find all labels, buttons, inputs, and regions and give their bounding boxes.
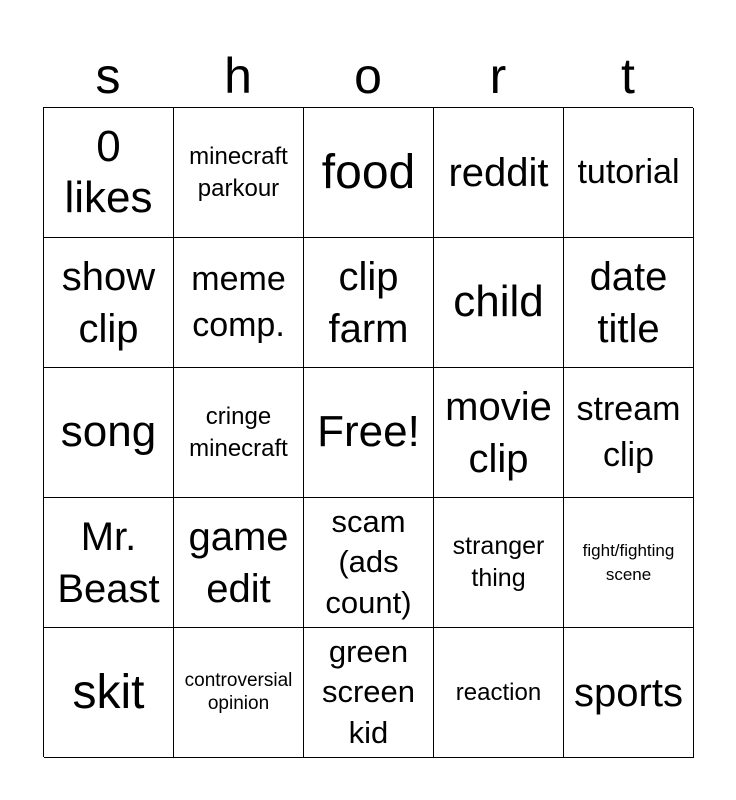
bingo-cell[interactable] <box>564 628 694 758</box>
bingo-cell-text: game edit <box>188 514 289 611</box>
bingo-cell-text: show clip <box>61 254 156 351</box>
bingo-cell-text: 0 likes <box>64 121 153 222</box>
header-letter-t: t <box>621 48 635 104</box>
bingo-cell-text: tutorial <box>577 152 680 191</box>
bingo-cell[interactable] <box>174 238 304 368</box>
header-letter-r: r <box>489 48 507 104</box>
bingo-cell[interactable] <box>174 108 304 238</box>
bingo-cell-text: fight/fighting scene <box>582 540 675 584</box>
bingo-cell[interactable] <box>174 628 304 758</box>
bingo-board <box>43 107 693 757</box>
bingo-cell[interactable] <box>434 238 564 368</box>
header-letter-o: o <box>354 48 382 104</box>
bingo-cell-text: green screen kid <box>321 634 416 750</box>
bingo-cell[interactable] <box>44 108 174 238</box>
bingo-cell[interactable] <box>174 368 304 498</box>
bingo-cell-text: Mr. Beast <box>57 514 160 611</box>
bingo-cell-text: food <box>321 145 416 199</box>
bingo-cell[interactable] <box>564 368 694 498</box>
bingo-cell[interactable] <box>304 238 434 368</box>
bingo-cell[interactable] <box>44 238 174 368</box>
bingo-cell-text: minecraft parkour <box>189 143 288 202</box>
bingo-cell-text: skit <box>72 665 145 719</box>
bingo-cell[interactable] <box>174 498 304 628</box>
bingo-cell[interactable] <box>434 108 564 238</box>
bingo-cell-text: date title <box>589 254 668 351</box>
bingo-cell[interactable] <box>304 498 434 628</box>
bingo-cell[interactable] <box>44 368 174 498</box>
free-space-label: Free! <box>317 407 420 457</box>
bingo-cell-text: scam (ads count) <box>325 504 412 620</box>
bingo-cell[interactable] <box>304 628 434 758</box>
bingo-cell-text: reddit <box>448 150 549 195</box>
bingo-cell[interactable] <box>564 238 694 368</box>
free-space-cell[interactable] <box>304 368 434 498</box>
bingo-cell-text: cringe minecraft <box>189 403 288 462</box>
bingo-cell[interactable] <box>564 108 694 238</box>
bingo-cell[interactable] <box>44 498 174 628</box>
bingo-cell-text: reaction <box>455 678 542 706</box>
bingo-cell-text: stranger thing <box>452 532 545 592</box>
header-letter-s: s <box>95 48 121 104</box>
bingo-cell-text: sports <box>574 670 683 715</box>
bingo-cell-text: child <box>453 277 544 327</box>
bingo-cell[interactable] <box>564 498 694 628</box>
bingo-cell[interactable] <box>44 628 174 758</box>
bingo-cell-text: controversial opinion <box>184 669 293 714</box>
bingo-cell-text: song <box>60 407 157 457</box>
bingo-cell-text: stream clip <box>576 390 681 474</box>
bingo-header <box>43 46 693 106</box>
bingo-cell[interactable] <box>434 628 564 758</box>
bingo-cell[interactable] <box>434 368 564 498</box>
bingo-cell[interactable] <box>304 108 434 238</box>
bingo-cell[interactable] <box>434 498 564 628</box>
header-letter-h: h <box>224 48 252 104</box>
bingo-cell-text: clip farm <box>328 254 409 351</box>
bingo-cell-text: movie clip <box>445 384 552 481</box>
bingo-cell-text: meme comp. <box>191 260 286 344</box>
